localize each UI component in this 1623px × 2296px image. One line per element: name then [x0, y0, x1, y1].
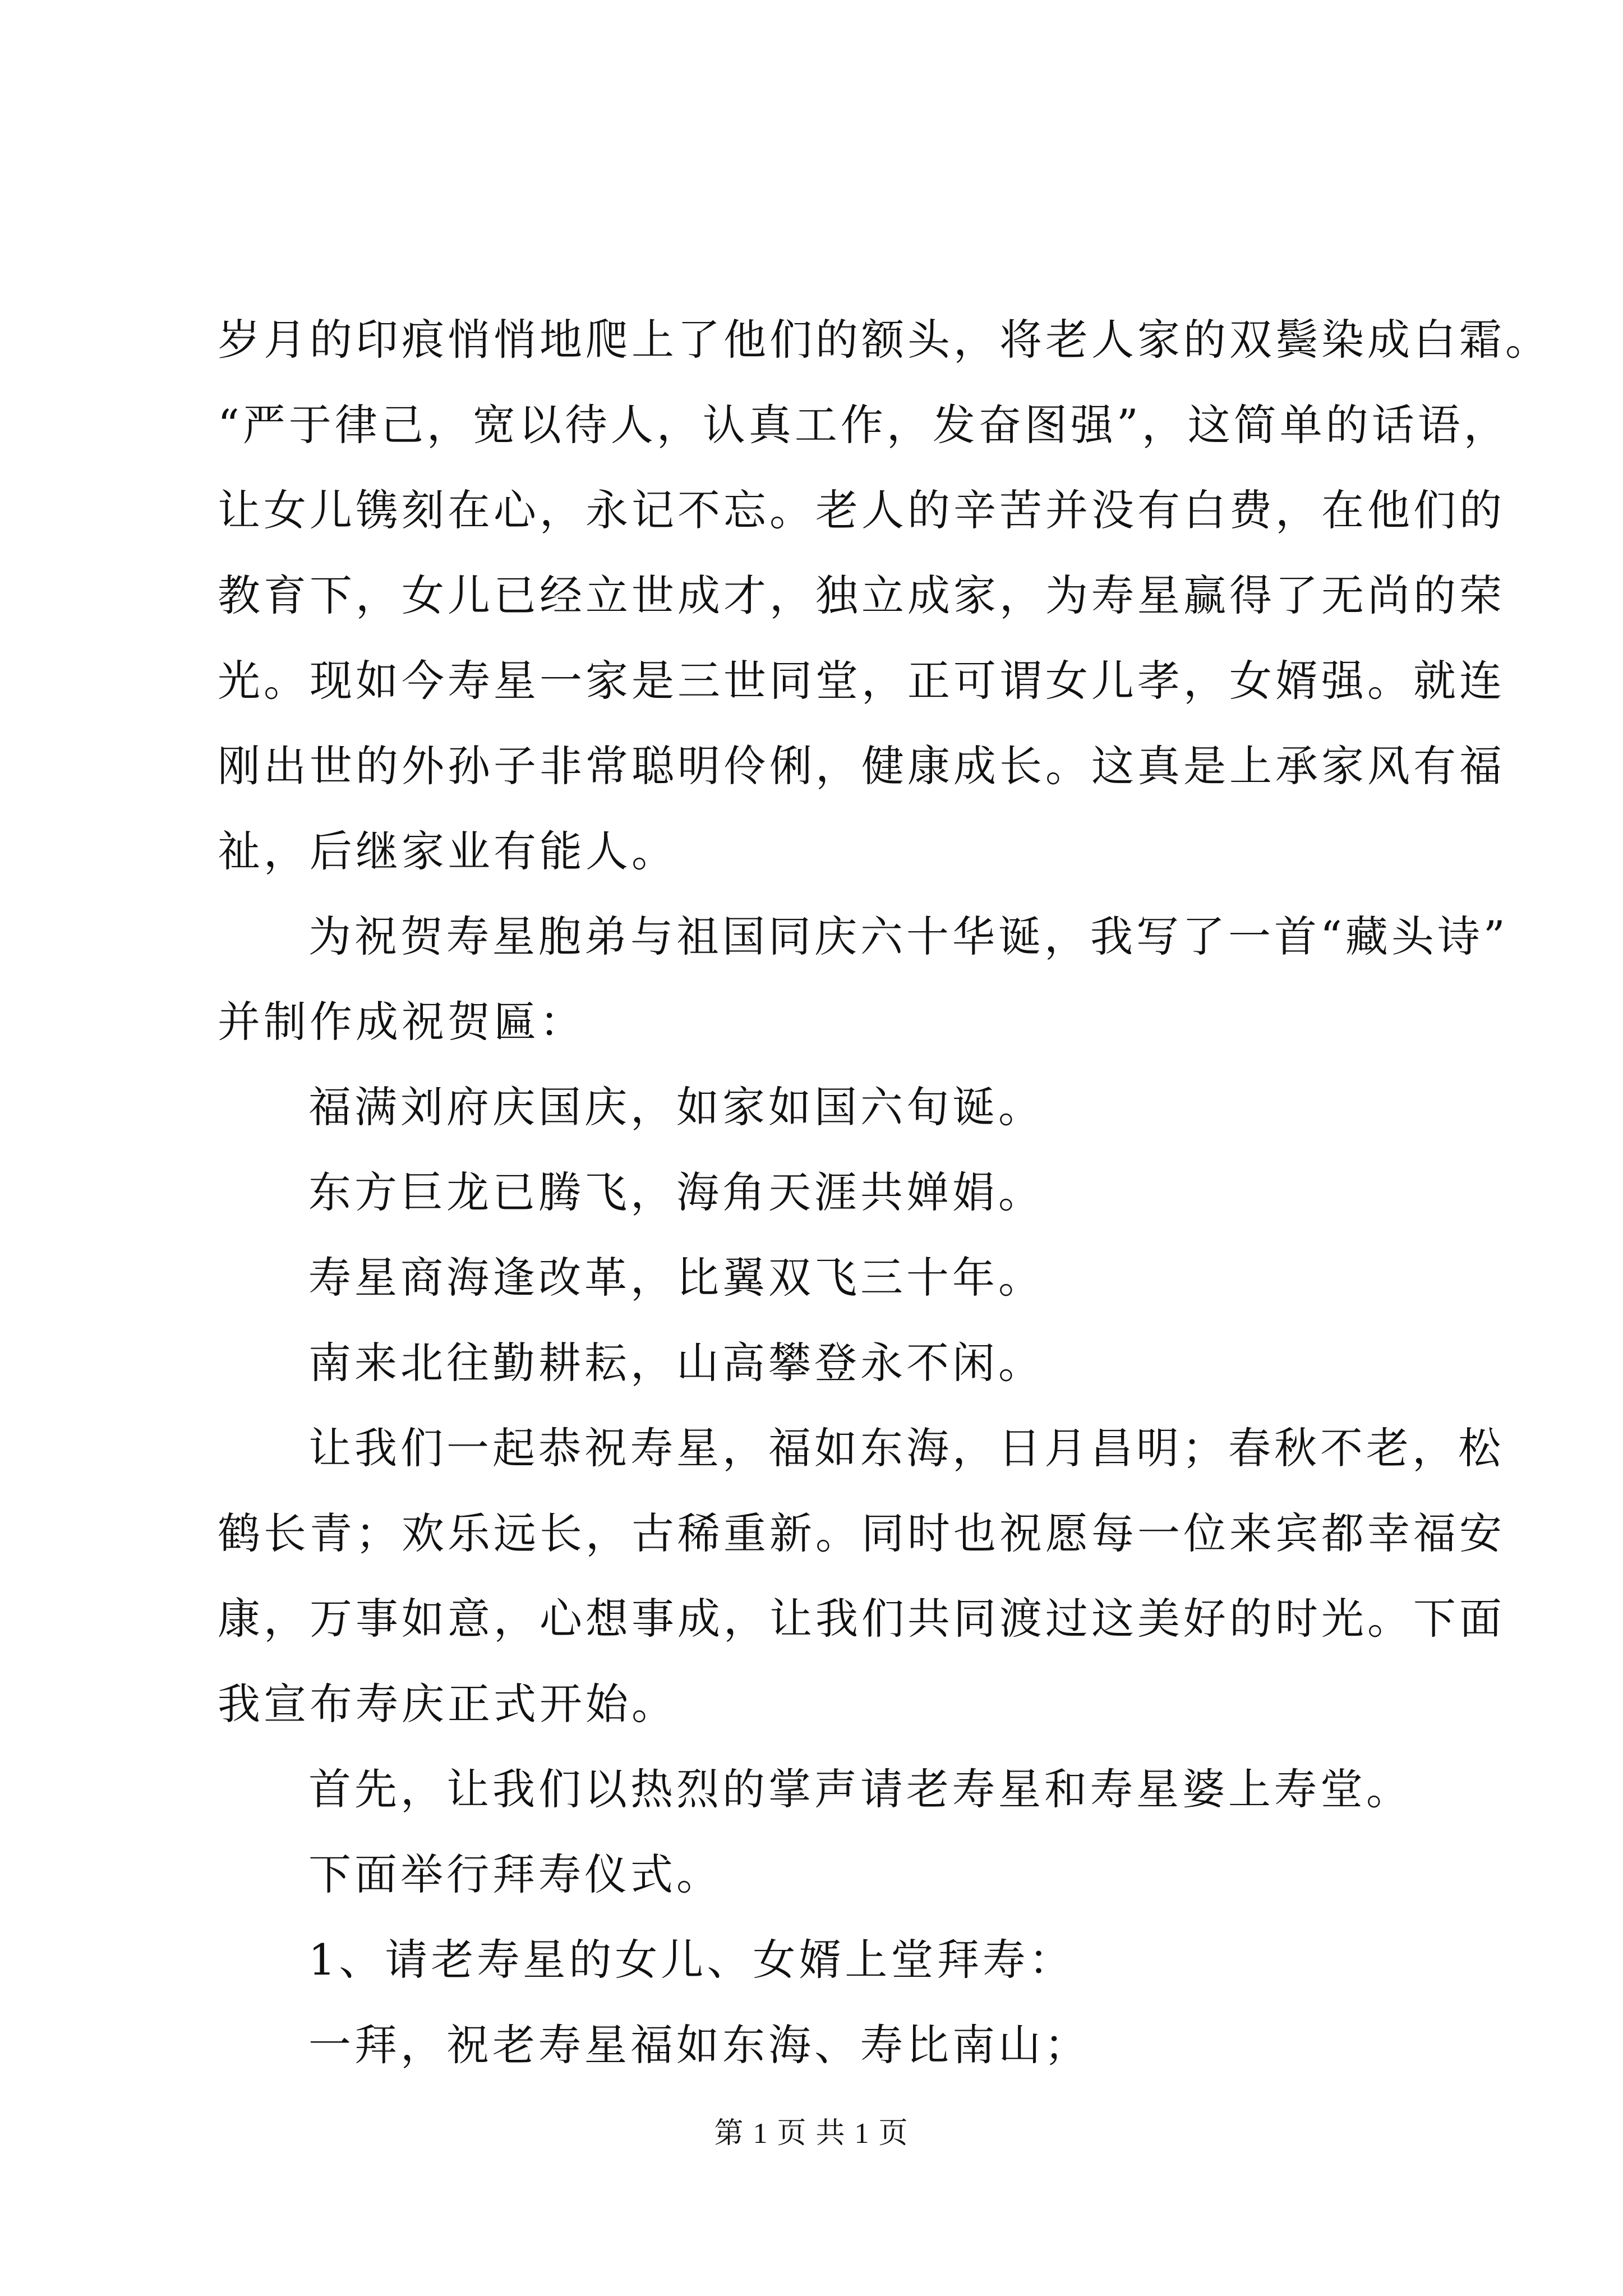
poem-line [218, 1235, 1418, 1320]
text-line: 教育下，女儿已经立世成才，独立成家，为寿星赢得了无尚的荣 [218, 570, 1505, 620]
paragraph [218, 1747, 1418, 1832]
text-line: 1、请老寿星的女儿、女婿上堂拜寿： [308, 1935, 1075, 1985]
text-line: 祉，后继家业有能人。 [218, 826, 677, 876]
paragraph [218, 297, 1551, 894]
paragraph [218, 894, 1509, 1065]
text-line: 为祝贺寿星胞弟与祖国同庆六十华诞，我写了一首“藏头诗” [308, 912, 1509, 961]
poem-line [218, 1320, 1418, 1406]
paragraph [218, 1832, 1418, 1917]
text-line: 光。现如今寿星一家是三世同堂，正可谓女儿孝，女婿强。就连 [218, 656, 1505, 706]
paragraph [218, 1406, 1505, 1747]
text-line: 南来北往勤耕耘，山高攀登永不闲。 [308, 1338, 1044, 1388]
text-line: 我宣布寿庆正式开始。 [218, 1679, 677, 1729]
text-line: 刚出世的外孙子非常聪明伶俐，健康成长。这真是上承家风有福 [218, 741, 1505, 791]
text-line: 福满刘府庆国庆，如家如国六旬诞。 [308, 1082, 1044, 1132]
document-body [218, 297, 1551, 2088]
text-line: 鹤长青；欢乐远长，古稀重新。同时也祝愿每一位来宾都幸福安 [218, 1508, 1505, 1558]
text-line: 康，万事如意，心想事成，让我们共同渡过这美好的时光。下面 [218, 1594, 1505, 1644]
text-line: 首先，让我们以热烈的掌声请老寿星和寿星婆上寿堂。 [308, 1764, 1412, 1814]
text-line: 寿星商海逢改革，比翼双飞三十年。 [308, 1253, 1044, 1303]
paragraph [218, 1917, 1418, 2003]
text-line: 下面举行拜寿仪式。 [308, 1849, 722, 1899]
page-number-footer: 第 1 页 共 1 页 [714, 2118, 909, 2150]
text-line: 岁月的印痕悄悄地爬上了他们的额头，将老人家的双鬓染成白霜。 [218, 315, 1551, 365]
paragraph [218, 2003, 1418, 2088]
text-line: 让我们一起恭祝寿星，福如东海，日月昌明；春秋不老，松 [308, 1423, 1504, 1473]
text-line: 让女儿镌刻在心，永记不忘。老人的辛苦并没有白费，在他们的 [218, 485, 1505, 535]
text-line: 并制作成祝贺匾： [218, 997, 585, 1047]
poem-line [218, 1065, 1418, 1150]
text-line: “严于律己，宽以待人，认真工作，发奋图强”，这简单的话语， [218, 400, 1510, 450]
text-line: 一拜，祝老寿星福如东海、寿比南山； [308, 2020, 1090, 2070]
poem-line [218, 1150, 1418, 1235]
text-line: 东方巨龙已腾飞，海角天涯共婵娟。 [308, 1167, 1044, 1217]
